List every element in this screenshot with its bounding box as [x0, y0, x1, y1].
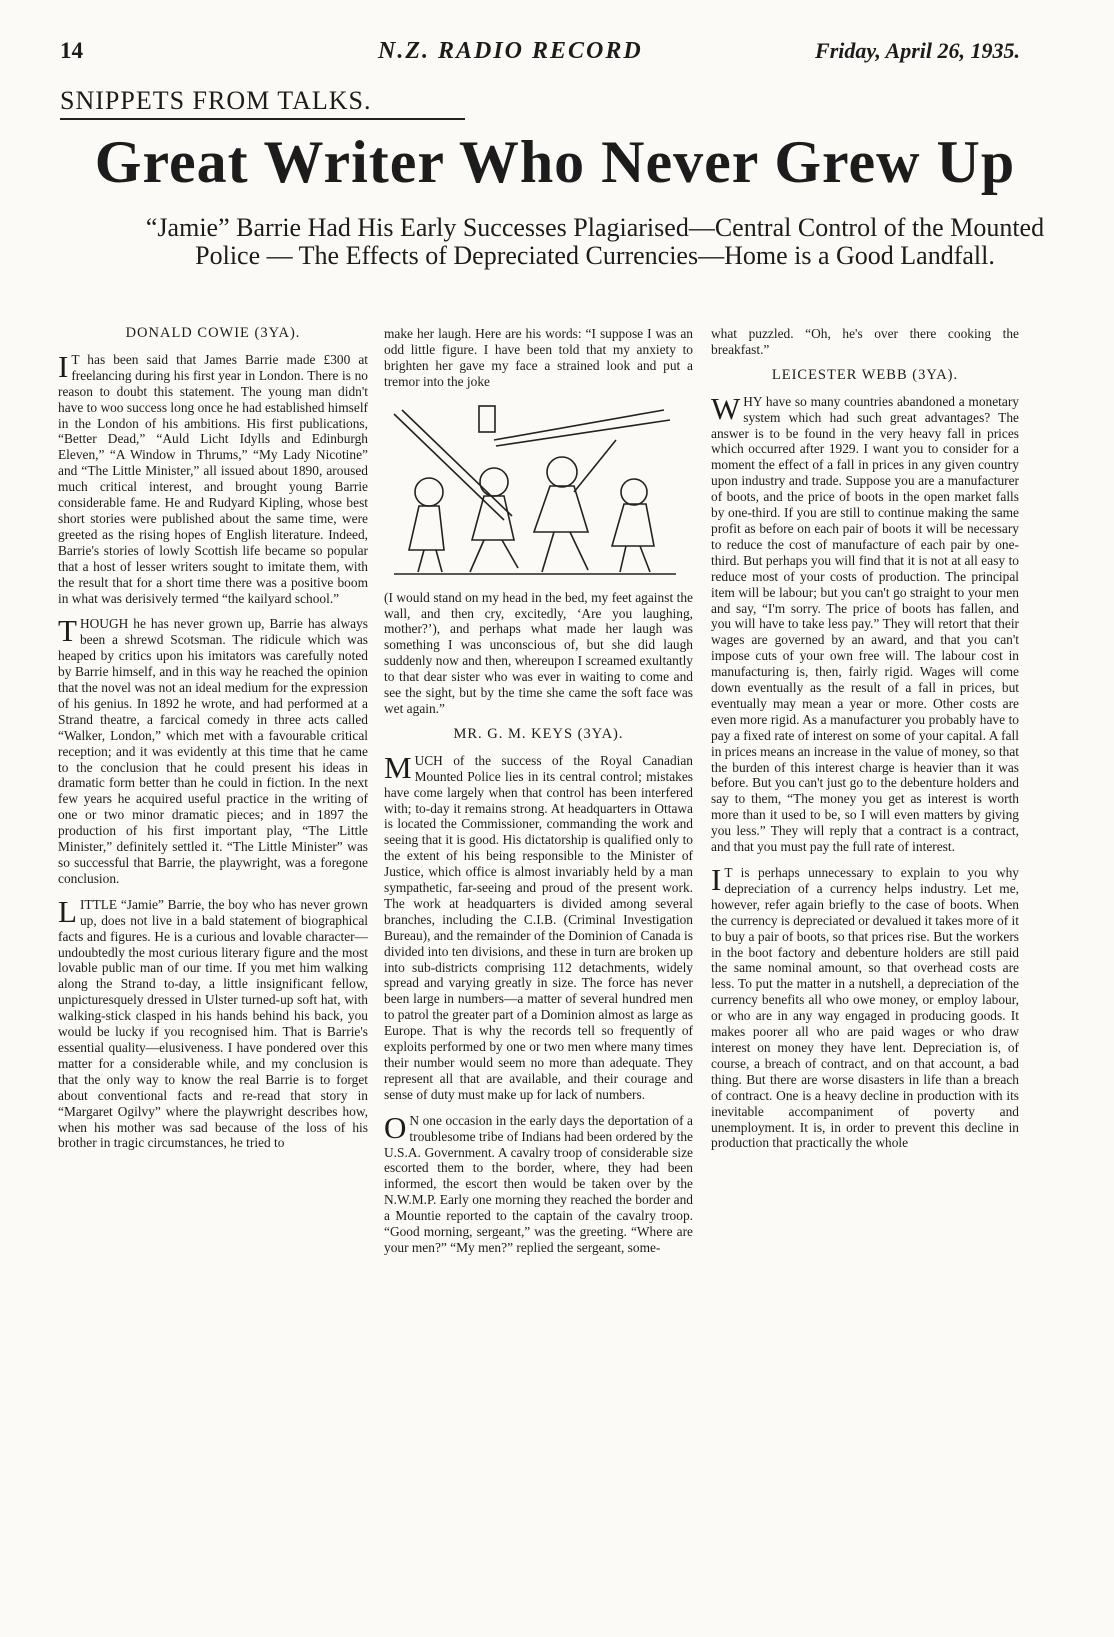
- paragraph-text: T has been said that James Barrie made £300 at freelancing during his first year in London. There is no reason to doubt this statement. The young man didn't have to woo success long once he had established himself in the London of his ambitions. His first publications, “Better Dead,” “Auld Licht Idylls and Edinburgh Eleven,” “A Window in Thrums,” “My Lady Nicotine” and “The Little Minister,” all issued about 1890, aroused much critical interest, and brought young Barrie considerable fame. He and Rudyard Kipling, whose best short stories were published about the same time, were greeted as the rising hopes of English literature. Indeed, Barrie's stories of lowly Scottish life became so popular that a host of lesser writers sought to imitate them, with the result that for a short time there was a positive boom in what was derisively termed “the kailyard school.”: [58, 351, 368, 606]
- paragraph-text: make her laugh. Here are his words: “I suppose I was an odd little figure. I have been told that my anxiety to brighten her gave my face a strained look and put a tremor into the joke: [384, 326, 693, 389]
- byline-cowie: DONALD COWIE (3YA).: [125, 326, 301, 341]
- drop-cap: O: [384, 1109, 407, 1145]
- paragraph: [58, 893, 368, 1152]
- issue-date: Friday, April 26, 1935.: [815, 38, 1020, 63]
- paragraph: [711, 390, 1019, 855]
- paragraph: [58, 613, 368, 886]
- paragraph-text: N one occasion in the early days the deportation of a troublesome tribe of Indians had been ordered by the U.S.A. Government. A cavalry troop of considerable size escorted them to the border, where, they had been informed, the escort then would be taken over by the N.W.M.P. Early one morning they reached the border and a Mountie reported to the captain of the cavalry troop. “Good morning, sergeant,” was the greeting. “Where are your men?” “My men?” replied the sergeant, some-: [384, 1112, 693, 1255]
- section-label: SNIPPETS FROM TALKS.: [60, 86, 372, 115]
- drop-cap: T: [58, 613, 77, 649]
- paragraph-text: what puzzled. “Oh, he's over there cooking the breakfast.”: [711, 326, 1019, 357]
- publication-title: N.Z. RADIO RECORD: [378, 38, 643, 64]
- column-3: [711, 326, 1019, 1616]
- paragraph-text: T is perhaps unnecessary to explain to you why depreciation of a currency helps industry. Let me, however, refer again briefly to the case of boots. When the currency is depreciated or devalued it takes more of it to buy a pair of boots, so that prices rise. But the workers in the boot factory and debenture holders are still paid the same nominal amount, so that overhead costs are less. To put the matter in a nutshell, a depreciation of the currency benefits all who owe money, or employ labour, or who are in any way engaged in producing goods. It makes poorer all who are paid wages or who draw interest on money they have lent. Depreciation is, of course, a breach of contract, and on that account, a bad thing. But there are worse disasters in life than a breach of contract. One is a heavy decline in production with its inevitable accompaniment of poverty and unemployment. It is, in order to prevent this decline in production that practically the whole: [711, 865, 1019, 1151]
- paragraph-text: UCH of the success of the Royal Canadian Mounted Police lies in its central control; mistakes have come largely when that control has been interfered with; to-day it remains strong. At headquarters in Ottawa is located the Commissioner, commanding the work and seeing that it is good. His dictatorship is qualified only to the extent of his being responsible to the Minister of Justice, which office is almost invariably held by a man sympathetic, far-seeing and proud of the present work. The work at headquarters is divided among several branches, including the C.I.B. (Criminal Investigation Bureau), and the remainder of the Dominion of Canada is divided into ten divisions, and these in turn are broken up into sub-districts comprising 112 detachments, widely spread and varying greatly in size. The force has never been large in numbers—a matter of several hundred men to patrol the greater part of a Dominion almost as large as Europe. That is why the records tell so frequently of exploits performed by one or two men where many times their number would seem no more than adequate. They represent all that are available, and their courage and sense of duty must make up for lack of numbers.: [384, 752, 693, 1102]
- section-underline: [60, 118, 465, 120]
- drop-cap: W: [711, 390, 741, 426]
- drop-cap: M: [384, 749, 412, 785]
- paragraph: [384, 749, 693, 1103]
- subheadline: “Jamie” Barrie Had His Early Successes Plagiarised—Central Control of the Mounted Police — The Effects of Depreciated Currencies—Home is a Good Landfall.: [145, 213, 1045, 270]
- headline: Great Writer Who Never Grew Up: [94, 129, 1016, 195]
- column-2: [384, 326, 693, 1616]
- paragraph: [384, 1109, 693, 1256]
- paragraph-text: ITTLE “Jamie” Barrie, the boy who has never grown up, does not live in a bald statement of biographical facts and figures. He is a curious and lovable character—undoubtedly the most curious literary figure and the most lovable public man of our time. If you met him walking along the Strand to-day, a little insignificant fellow, unpicturesquely dressed in Ulster turned-up soft hat, with walking-stick clasped in his hands behind his back, you would be lucky if you recognised him. That is Barrie's essential quality—elusiveness. I have pondered over this matter for a considerable while, and my conclusion is that the only way to know the real Barrie is to forget about conventional facts and re-read that story in “Margaret Ogilvy” where the playwright describes how, when his mother was sad because of the loss of his brother in tragic circumstances, he tried to: [58, 896, 368, 1151]
- paragraph-text: HY have so many countries abandoned a monetary system which had such great advantages? The answer is to be found in the very heavy fall in prices which occurred after 1929. I want you to consider for a moment the effect of a fall in prices in any given country upon industry and trade. Suppose you are a manufacturer of boots, and the price of boots in the open market falls by one-third. If you are still to continue making the same profit as before on each pair of boots it will be necessary to reduce the cost of manufacture of each pair by one-third. But perhaps you will find that it is not at all easy to reduce most of your costs of production. The principal item will be labour; but you can't go straight to your men and say, “I'm sorry. The price of boots has fallen, and you will have to take less pay.” They will retort that their wages are governed by an award, and that you can't impose cuts of your own free will. The labour cost in manufacturing is, then, fairly rigid. Wages will come down eventually as the result of a fall in prices, but eventually may mean a year or more. Other costs are even more rigid. As a manufacturer you probably have to pay a fixed rate of interest on some of your capital. A fall in prices means an increase in the value of money, so that the burden of this interest charge is heavier than it was before. But you can't just go to the debenture holders and say to them, “The money you get as interest is worth more than it used to be, so I will even matters by giving you less.” They will reply that a contract is a contract, and that you must pay the full rate of interest.: [711, 393, 1019, 855]
- paragraph: [58, 348, 368, 607]
- drop-cap: I: [58, 348, 69, 384]
- paragraph-text: (I would stand on my head in the bed, my feet against the wall, and then cry, excitedly, ‘Are you laughing, mother?’), and perhaps what made her laugh was something I was unconscious of, but she did laugh suddenly now and then, whereupon I screamed exultantly to that dear sister who was ever in waiting to come and see the sight, but by the time she came the soft face was wet again.”: [384, 589, 693, 716]
- drop-cap: L: [58, 893, 77, 929]
- page-header: [60, 38, 1020, 68]
- drop-cap: I: [711, 862, 722, 897]
- column-1: [58, 326, 368, 1616]
- paragraph: [711, 862, 1019, 1151]
- cartoon-illustration: [384, 400, 684, 582]
- byline-keys: MR. G. M. KEYS (3YA).: [453, 725, 624, 742]
- byline-webb: LEICESTER WEBB (3YA).: [771, 366, 959, 383]
- page-number: 14: [60, 38, 83, 63]
- paragraph-text: HOUGH he has never grown up, Barrie has always been a shrewd Scotsman. The ridicule which was heaped by critics upon his imitators was carefully noted by Barrie himself, and in this way he reached the opinion that the novel was not an ideal medium for the expression of his genius. In 1892 he wrote, and had performed at a Strand theatre, a farcical comedy in three acts called “Walker, London,” which met with a favourable critical reception; and it was evidently at this time that he came to the conclusion that he could present his ideas in dramatic form better than he could in fiction. In the next few years he acquired useful practice in the writing of one or two minor dramatic pieces; and in 1897 the production of his first important play, “The Little Minister,” definitely settled it. “The Little Minister” was so successful that Barrie, the playwright, was a foregone conclusion.: [58, 616, 368, 886]
